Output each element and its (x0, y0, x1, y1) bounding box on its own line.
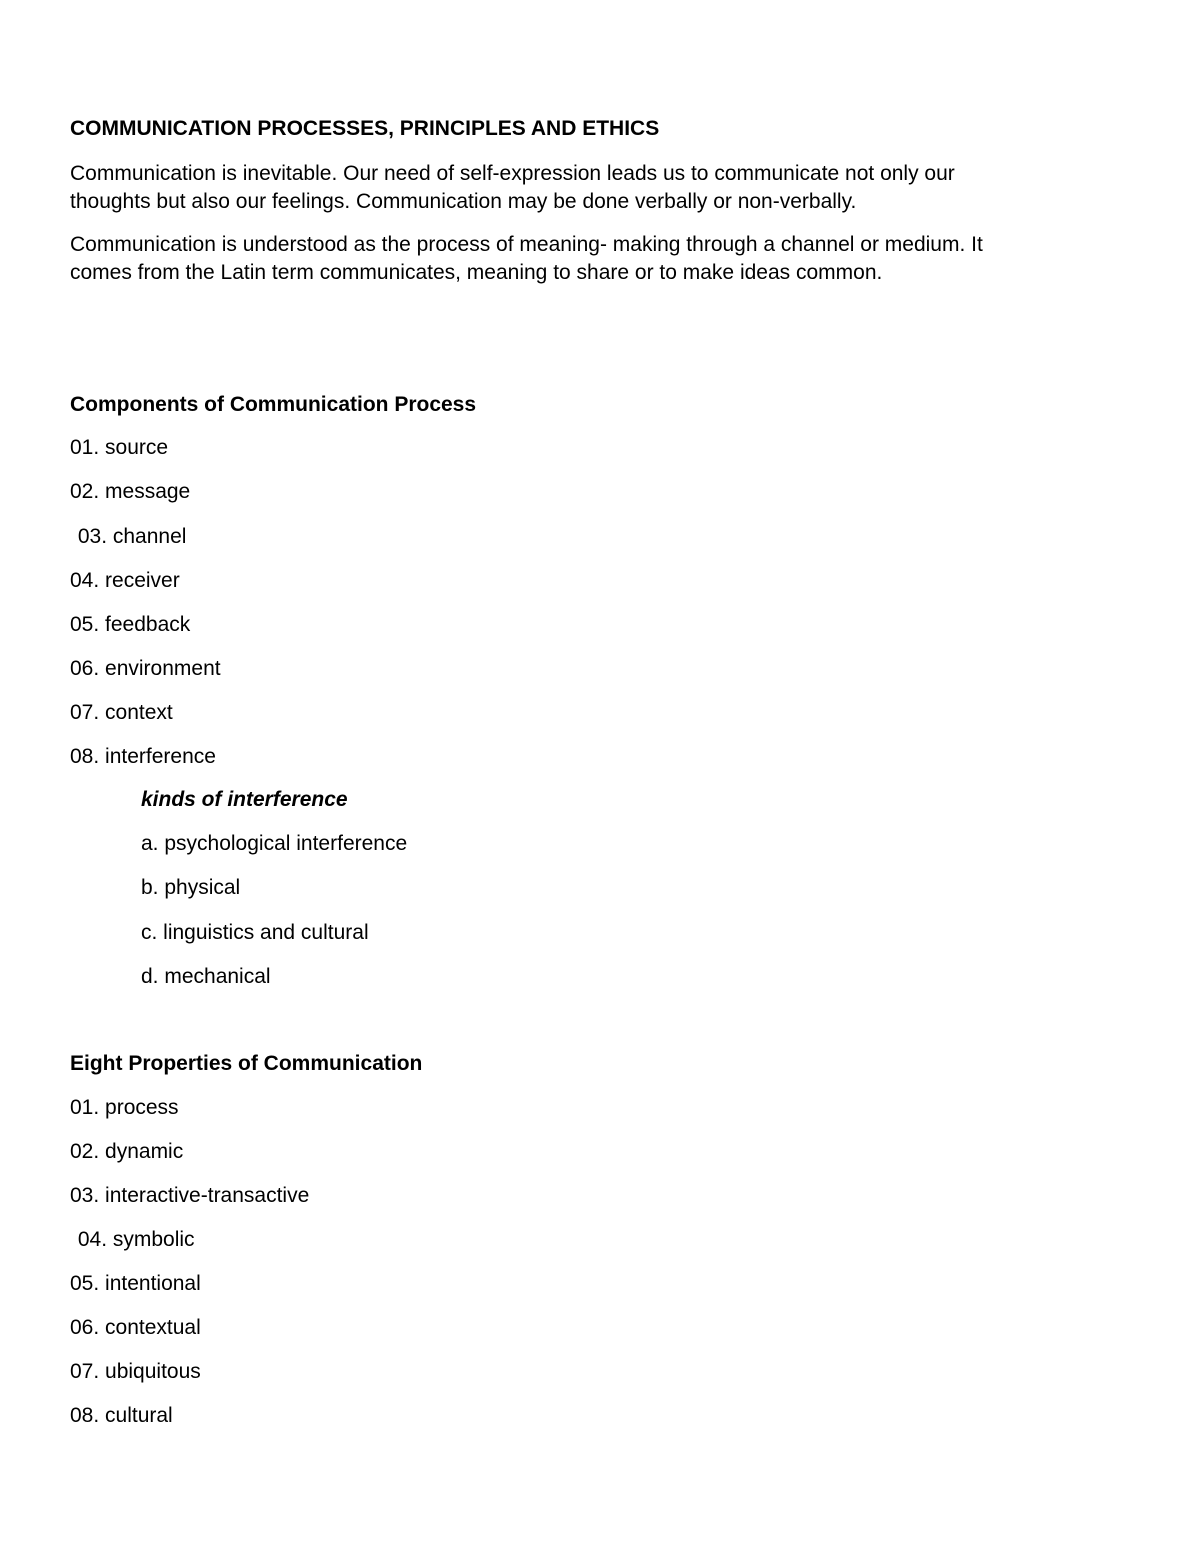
property-item: 02. dynamic (70, 1140, 184, 1163)
intro-paragraph-1-line-1: Communication is inevitable. Our need of self-expression leads us to communicate not only our (70, 162, 955, 185)
interference-kind-item: d. mechanical (141, 965, 271, 988)
property-item: 07. ubiquitous (70, 1360, 201, 1383)
components-heading: Components of Communication Process (70, 393, 477, 416)
interference-kinds-heading: kinds of interference (141, 788, 348, 811)
component-item: 06. environment (70, 657, 221, 680)
property-item: 05. intentional (70, 1272, 201, 1295)
document-title: COMMUNICATION PROCESSES, PRINCIPLES AND ETHICS (70, 117, 660, 140)
property-item: 04. symbolic (72, 1228, 195, 1251)
intro-paragraph-1-line-2: thoughts but also our feelings. Communication may be done verbally or non-verbally. (70, 190, 857, 213)
component-item: 07. context (70, 701, 173, 724)
interference-kind-item: a. psychological interference (141, 832, 408, 855)
component-item: 03. channel (72, 525, 187, 548)
properties-heading: Eight Properties of Communication (70, 1052, 423, 1075)
component-item: 02. message (70, 480, 191, 503)
intro-paragraph-2-line-2: comes from the Latin term communicates, meaning to share or to make ideas common. (70, 261, 883, 284)
property-item: 01. process (70, 1096, 179, 1119)
interference-kind-item: c. linguistics and cultural (141, 921, 369, 944)
component-item: 08. interference (70, 745, 216, 768)
component-item: 05. feedback (70, 613, 191, 636)
property-item: 03. interactive-transactive (70, 1184, 310, 1207)
interference-kind-item: b. physical (141, 876, 241, 899)
property-item: 06. contextual (70, 1316, 201, 1339)
component-item: 04. receiver (70, 569, 180, 592)
property-item: 08. cultural (70, 1404, 173, 1427)
component-item: 01. source (70, 436, 169, 459)
intro-paragraph-2-line-1: Communication is understood as the process of meaning- making through a channel or medium. It (70, 233, 983, 256)
